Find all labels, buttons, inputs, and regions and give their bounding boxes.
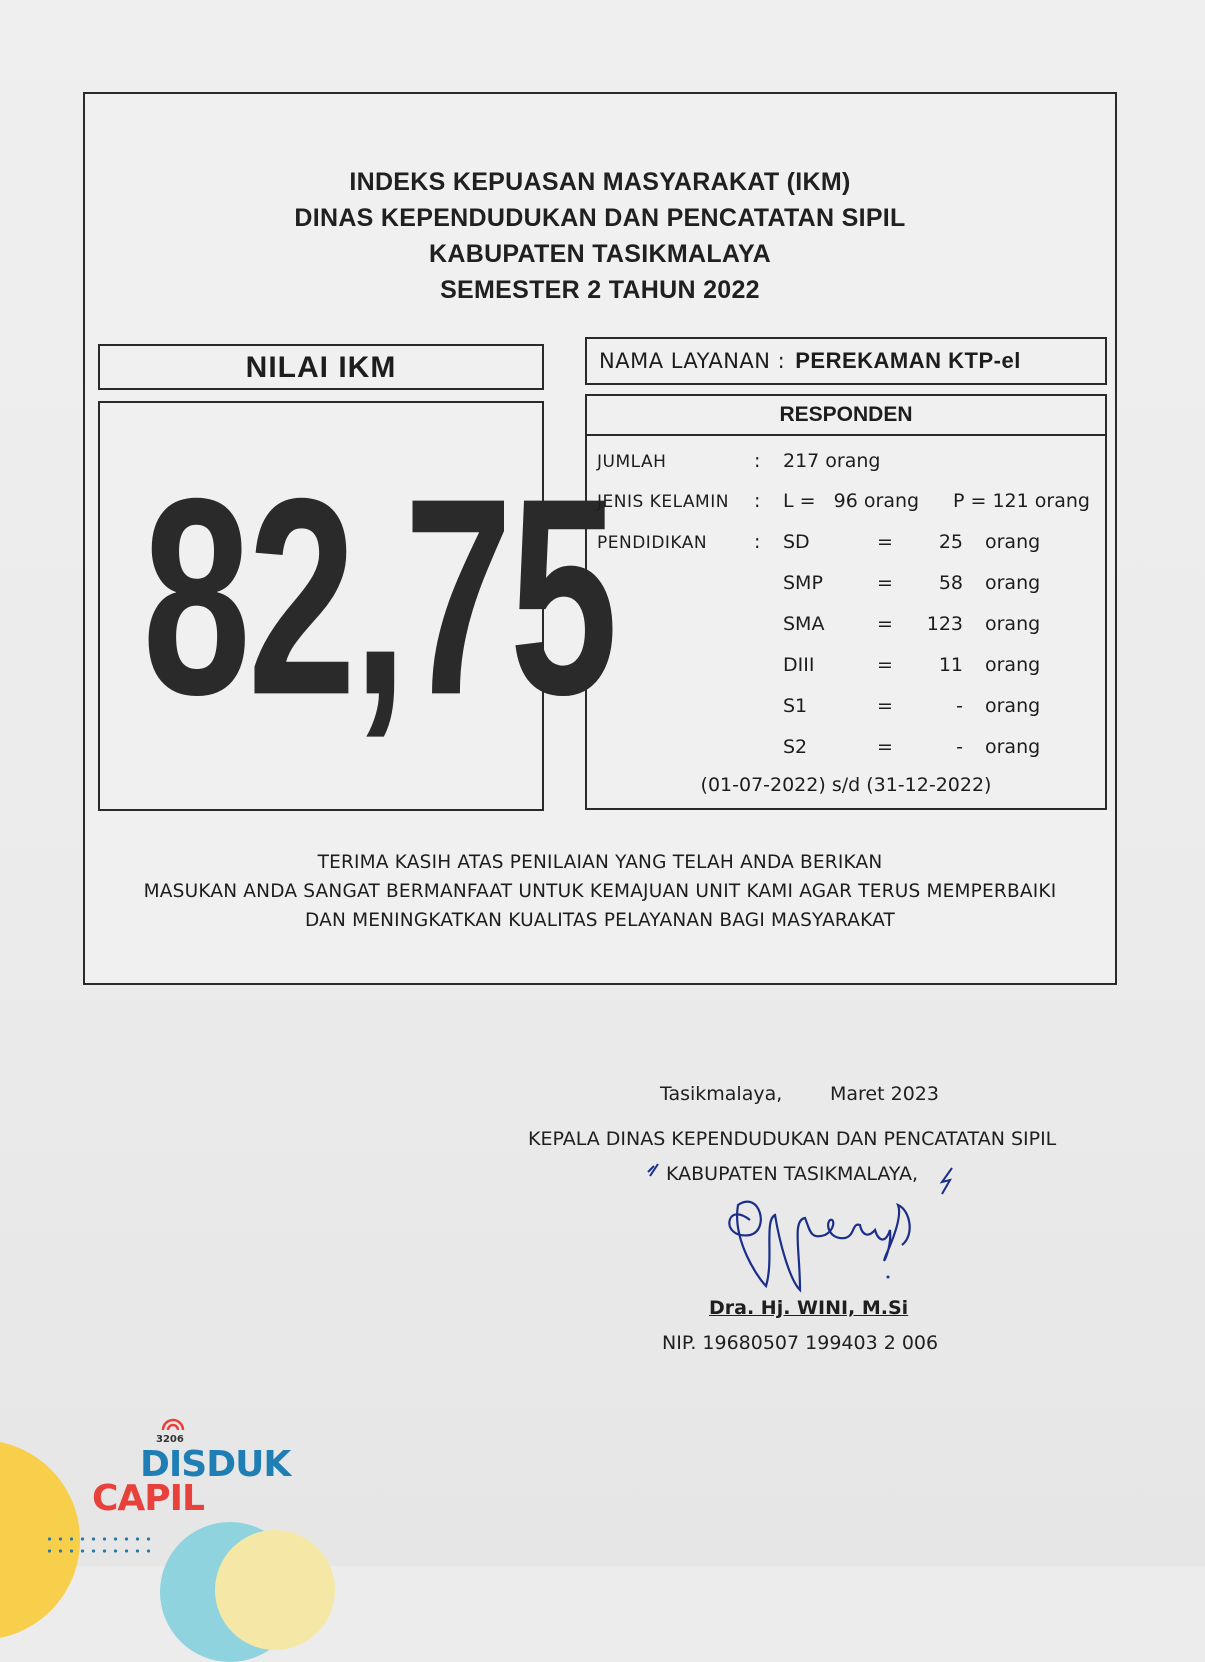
signature-position-2: KABUPATEN TASIKMALAYA, [666, 1163, 919, 1185]
responden-box [585, 394, 1107, 810]
pendidikan-eq: = [877, 572, 893, 594]
pendidikan-eq: = [877, 736, 893, 758]
pendidikan-eq: = [877, 695, 893, 717]
jumlah-value: 217 orang [783, 450, 881, 472]
pendidikan-count: 11 [938, 654, 963, 676]
pendidikan-colon: : [754, 531, 761, 553]
thank-you-line-3: DAN MENINGKATKAN KUALITAS PELAYANAN BAGI MASYARAKAT [304, 910, 896, 931]
pendidikan-level: SD [783, 531, 810, 553]
pendidikan-level: SMP [783, 572, 823, 594]
pendidikan-unit: orang [985, 695, 1041, 717]
title-line-3: KABUPATEN TASIKMALAYA [429, 240, 771, 268]
pendidikan-label: PENDIDIKAN [597, 533, 708, 553]
signature-position-1: KEPALA DINAS KEPENDUDUKAN DAN PENCATATAN SIPIL [528, 1128, 1057, 1150]
thank-you-line-2: MASUKAN ANDA SANGAT BERMANFAAT UNTUK KEMAJUAN UNIT KAMI AGAR TERUS MEMPERBAIKI [143, 881, 1057, 902]
logo-code: 3206 [156, 1434, 184, 1445]
jumlah-colon: : [754, 450, 761, 472]
pendidikan-unit: orang [985, 736, 1041, 758]
pendidikan-level: S2 [783, 736, 808, 758]
jenis-kelamin-colon: : [754, 490, 761, 512]
signatory-name: Dra. Hj. WINI, M.Si [709, 1297, 909, 1319]
title-line-1: INDEKS KEPUASAN MASYARAKAT (IKM) [349, 168, 851, 196]
nilai-ikm-value-box [98, 401, 615, 811]
nama-layanan-label: NAMA LAYANAN : [599, 349, 786, 373]
jumlah-label: JUMLAH [597, 452, 667, 472]
thank-you-line-1: TERIMA KASIH ATAS PENILAIAN YANG TELAH ANDA BERIKAN [317, 852, 883, 873]
thank-you-note [85, 848, 1115, 935]
logo-dots [44, 1533, 154, 1559]
ikm-frame [83, 92, 1117, 985]
nilai-ikm-value: 82,75 [142, 440, 615, 753]
handwritten-signature-icon [640, 1160, 970, 1310]
pendidikan-unit: orang [985, 572, 1041, 594]
jenis-kelamin-p: P = 121 orang [953, 490, 1090, 512]
signature-date: Maret 2023 [830, 1083, 939, 1105]
pendidikan-unit: orang [985, 654, 1041, 676]
pendidikan-count: 123 [926, 613, 963, 635]
document-title [85, 164, 1115, 308]
responden-title: RESPONDEN [587, 396, 1105, 436]
pendidikan-count: 25 [938, 531, 963, 553]
pendidikan-level: S1 [783, 695, 808, 717]
signatory-nip: NIP. 19680507 199403 2 006 [662, 1332, 939, 1354]
logo-word-capil: CAPIL [92, 1478, 204, 1519]
pendidikan-eq: = [877, 654, 893, 676]
nama-layanan-value: PEREKAMAN KTP-el [795, 348, 1021, 373]
pendidikan-eq: = [877, 531, 893, 553]
title-line-4: SEMESTER 2 TAHUN 2022 [440, 276, 760, 304]
pendidikan-level: SMA [783, 613, 825, 635]
pendidikan-level: DIII [783, 654, 815, 676]
signature-place: Tasikmalaya, [660, 1083, 783, 1105]
survey-period: (01-07-2022) s/d (31-12-2022) [700, 774, 992, 796]
jenis-kelamin-l: L = 96 orang [783, 490, 920, 512]
title-line-2: DINAS KEPENDUDUKAN DAN PENCATATAN SIPIL [294, 204, 906, 232]
logo-cream-circle [215, 1530, 335, 1650]
pendidikan-count: - [956, 695, 963, 717]
pendidikan-eq: = [877, 613, 893, 635]
pendidikan-unit: orang [985, 531, 1041, 553]
pendidikan-unit: orang [985, 613, 1041, 635]
pendidikan-count: 58 [938, 572, 963, 594]
nama-layanan-box [585, 337, 1107, 385]
logo-word-disduk: DISDUK [140, 1444, 291, 1485]
nilai-ikm-label: NILAI IKM [98, 344, 544, 390]
pendidikan-count: - [956, 736, 963, 758]
jenis-kelamin-label: JENIS KELAMIN [597, 492, 729, 512]
